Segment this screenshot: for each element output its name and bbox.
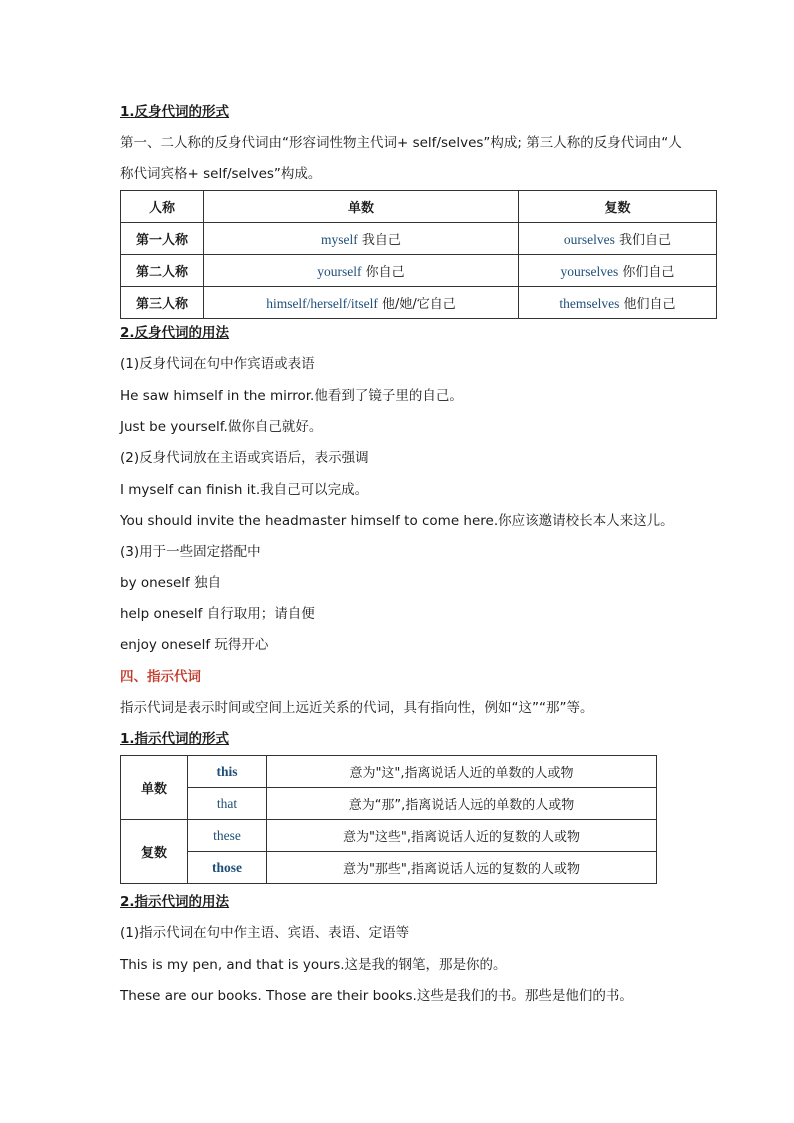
section-heading: 2.反身代词的用法 (120, 325, 230, 341)
person-cell: 第二人称 (121, 255, 204, 287)
meaning-cell: 意为"那些",指离说话人远的复数的人或物 (267, 852, 657, 884)
paragraph: help oneself 自行取用；请自便 (120, 606, 315, 622)
paragraph: by oneself 独自 (120, 575, 222, 591)
paragraph: These are our books. Those are their books.这些是我们的书。那些是他们的书。 (120, 988, 633, 1004)
table-row (121, 223, 717, 255)
singular-cell: himself/herself/itself 他/她/它自己 (204, 287, 519, 319)
reflexive-pronoun-table (120, 190, 717, 319)
plural-cell: yourselves 你们自己 (519, 255, 717, 287)
section-heading: 1.指示代词的形式 (120, 731, 230, 747)
table-row (121, 287, 717, 319)
paragraph: 称代词宾格+ self/selves”构成。 (120, 166, 322, 182)
chapter-heading: 四、指示代词 (120, 669, 201, 685)
meaning-cell: 意为"这",指离说话人近的单数的人或物 (267, 756, 657, 788)
paragraph: (3)用于一些固定搭配中 (120, 544, 261, 560)
meaning-cell: 意为"这些",指离说话人近的复数的人或物 (267, 820, 657, 852)
plural-cell: themselves 他们自己 (519, 287, 717, 319)
table-row (121, 788, 657, 820)
paragraph: He saw himself in the mirror.他看到了镜子里的自己。 (120, 388, 463, 404)
word-cell: this (188, 756, 267, 788)
number-cell: 单数 (121, 756, 188, 820)
person-cell: 第一人称 (121, 223, 204, 255)
section-heading: 2.指示代词的用法 (120, 894, 230, 910)
paragraph: I myself can finish it.我自己可以完成。 (120, 482, 369, 498)
person-cell: 第三人称 (121, 287, 204, 319)
table-row (121, 255, 717, 287)
paragraph: enjoy oneself 玩得开心 (120, 637, 269, 653)
paragraph: Just be yourself.做你自己就好。 (120, 419, 323, 435)
paragraph: This is my pen, and that is yours.这是我的钢笔，那是你的。 (120, 957, 507, 973)
singular-cell: myself 我自己 (204, 223, 519, 255)
singular-cell: yourself 你自己 (204, 255, 519, 287)
word-cell: that (188, 788, 267, 820)
table-header-cell: 单数 (204, 191, 519, 223)
plural-cell: ourselves 我们自己 (519, 223, 717, 255)
demonstrative-pronoun-table (120, 755, 657, 884)
table-header-row (121, 191, 717, 223)
table-header-cell: 复数 (519, 191, 717, 223)
table-row (121, 756, 657, 788)
table-header-cell: 人称 (121, 191, 204, 223)
paragraph: 指示代词是表示时间或空间上远近关系的代词，具有指向性，例如“这”“那”等。 (120, 700, 594, 716)
table-row (121, 852, 657, 884)
word-cell: these (188, 820, 267, 852)
paragraph: (1)指示代词在句中作主语、宾语、表语、定语等 (120, 925, 410, 941)
paragraph: You should invite the headmaster himself to come here.你应该邀请校长本人来这儿。 (120, 513, 674, 529)
section-heading: 1.反身代词的形式 (120, 104, 230, 120)
paragraph: (2)反身代词放在主语或宾语后，表示强调 (120, 450, 369, 466)
word-cell: those (188, 852, 267, 884)
paragraph: (1)反身代词在句中作宾语或表语 (120, 356, 315, 372)
number-cell: 复数 (121, 820, 188, 884)
meaning-cell: 意为“那”,指离说话人远的单数的人或物 (267, 788, 657, 820)
table-row (121, 820, 657, 852)
paragraph: 第一、二人称的反身代词由“形容词性物主代词+ self/selves”构成; 第三人称的反身代词由“人 (120, 135, 682, 151)
